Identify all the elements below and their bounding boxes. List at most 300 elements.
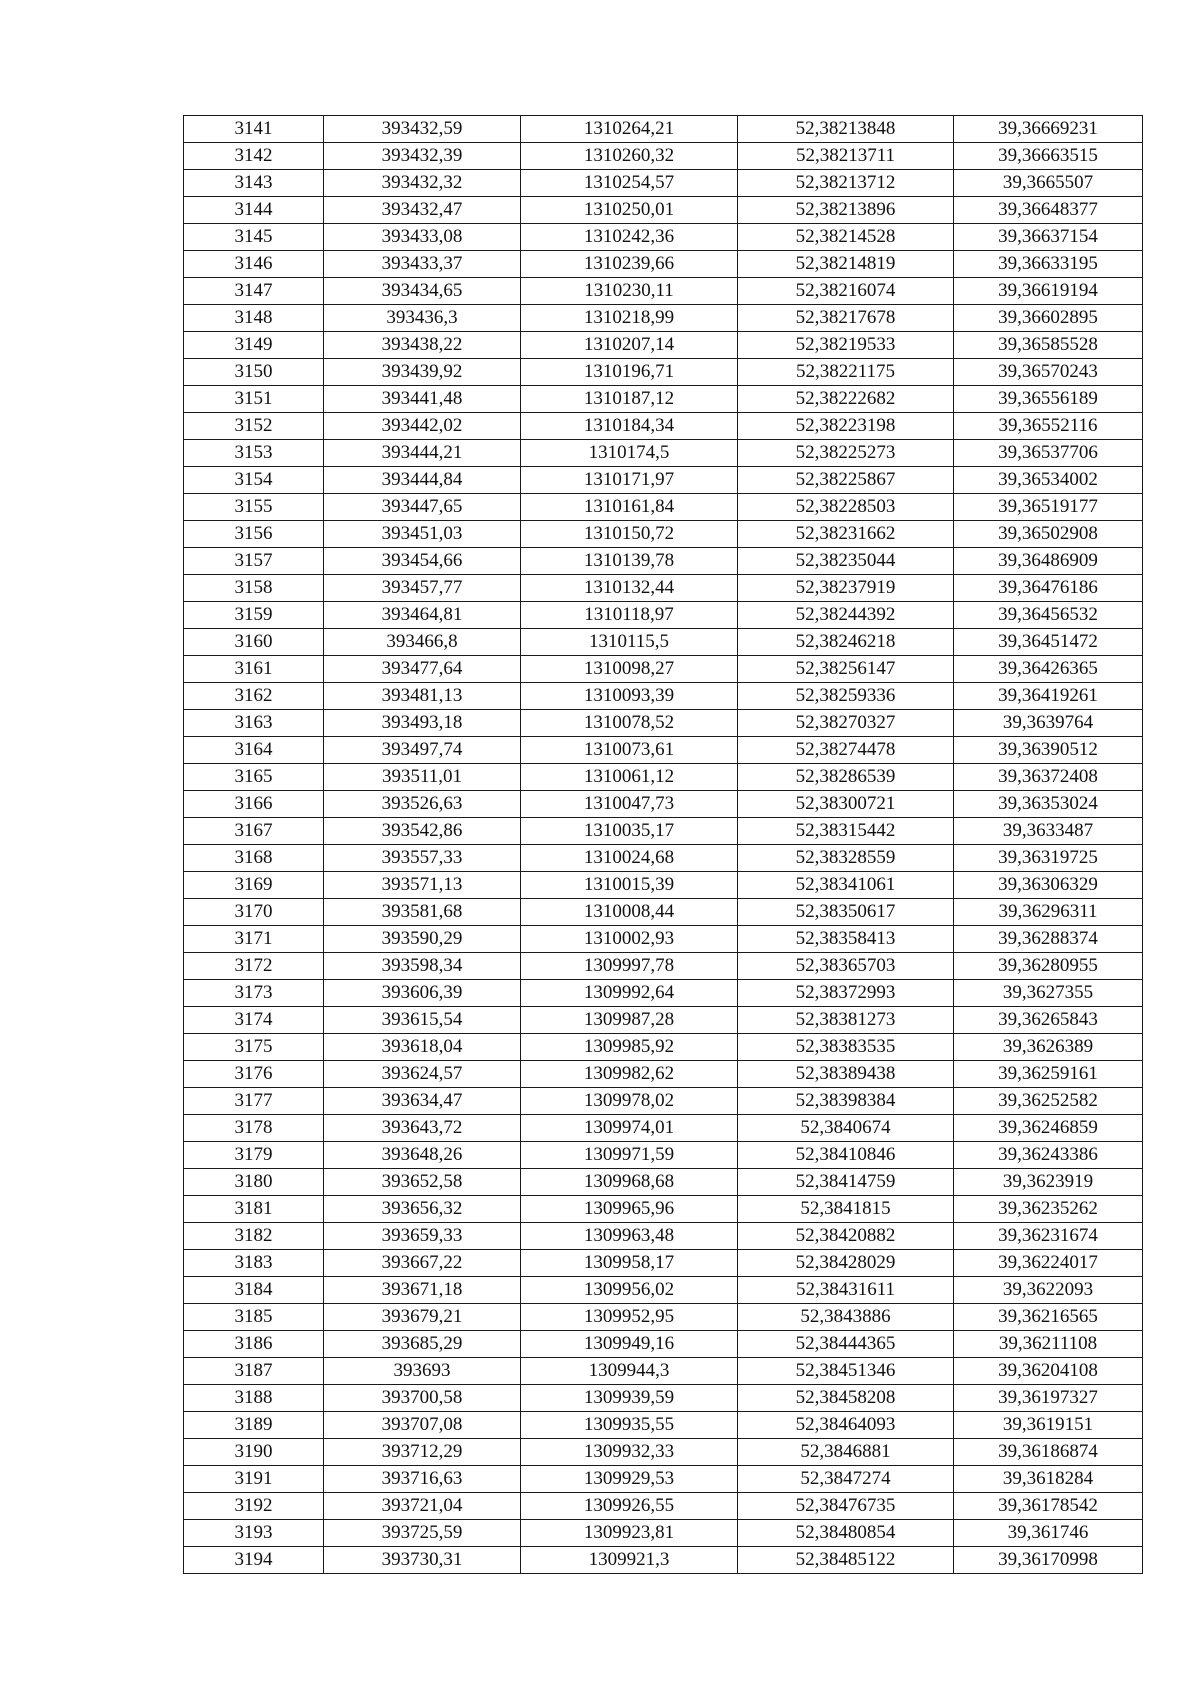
y-coordinate-cell: 1309935,55 — [521, 1412, 738, 1439]
x-coordinate-cell: 393441,48 — [324, 386, 521, 413]
table-row — [184, 305, 1143, 332]
longitude-cell: 39,3619151 — [954, 1412, 1143, 1439]
latitude-cell: 52,38244392 — [738, 602, 954, 629]
y-coordinate-cell: 1310002,93 — [521, 926, 738, 953]
y-coordinate-cell: 1310024,68 — [521, 845, 738, 872]
point-number-cell: 3175 — [184, 1034, 324, 1061]
point-number-cell: 3154 — [184, 467, 324, 494]
point-number-cell: 3184 — [184, 1277, 324, 1304]
table-row — [184, 1439, 1143, 1466]
table-row — [184, 899, 1143, 926]
longitude-cell: 39,36265843 — [954, 1007, 1143, 1034]
point-number-cell: 3150 — [184, 359, 324, 386]
table-row — [184, 1466, 1143, 1493]
y-coordinate-cell: 1309968,68 — [521, 1169, 738, 1196]
table-row — [184, 440, 1143, 467]
latitude-cell: 52,38214528 — [738, 224, 954, 251]
x-coordinate-cell: 393439,92 — [324, 359, 521, 386]
table-row — [184, 224, 1143, 251]
longitude-cell: 39,3665507 — [954, 170, 1143, 197]
table-row — [184, 980, 1143, 1007]
table-row — [184, 602, 1143, 629]
y-coordinate-cell: 1310035,17 — [521, 818, 738, 845]
latitude-cell: 52,38228503 — [738, 494, 954, 521]
table-row — [184, 710, 1143, 737]
x-coordinate-cell: 393725,59 — [324, 1520, 521, 1547]
point-number-cell: 3186 — [184, 1331, 324, 1358]
point-number-cell: 3174 — [184, 1007, 324, 1034]
longitude-cell: 39,36534002 — [954, 467, 1143, 494]
longitude-cell: 39,36669231 — [954, 116, 1143, 143]
table-row — [184, 521, 1143, 548]
y-coordinate-cell: 1309963,48 — [521, 1223, 738, 1250]
longitude-cell: 39,36186874 — [954, 1439, 1143, 1466]
table-row — [184, 953, 1143, 980]
y-coordinate-cell: 1310184,34 — [521, 413, 738, 440]
point-number-cell: 3181 — [184, 1196, 324, 1223]
y-coordinate-cell: 1310218,99 — [521, 305, 738, 332]
y-coordinate-cell: 1310174,5 — [521, 440, 738, 467]
y-coordinate-cell: 1310078,52 — [521, 710, 738, 737]
y-coordinate-cell: 1310093,39 — [521, 683, 738, 710]
longitude-cell: 39,36252582 — [954, 1088, 1143, 1115]
latitude-cell: 52,38372993 — [738, 980, 954, 1007]
longitude-cell: 39,36486909 — [954, 548, 1143, 575]
latitude-cell: 52,38315442 — [738, 818, 954, 845]
table-row — [184, 737, 1143, 764]
y-coordinate-cell: 1309952,95 — [521, 1304, 738, 1331]
table-row — [184, 1250, 1143, 1277]
y-coordinate-cell: 1309985,92 — [521, 1034, 738, 1061]
table-row — [184, 170, 1143, 197]
y-coordinate-cell: 1309929,53 — [521, 1466, 738, 1493]
longitude-cell: 39,3618284 — [954, 1466, 1143, 1493]
table-row — [184, 197, 1143, 224]
longitude-cell: 39,36235262 — [954, 1196, 1143, 1223]
longitude-cell: 39,36178542 — [954, 1493, 1143, 1520]
latitude-cell: 52,38458208 — [738, 1385, 954, 1412]
longitude-cell: 39,36259161 — [954, 1061, 1143, 1088]
point-number-cell: 3182 — [184, 1223, 324, 1250]
table-row — [184, 386, 1143, 413]
x-coordinate-cell: 393493,18 — [324, 710, 521, 737]
latitude-cell: 52,38286539 — [738, 764, 954, 791]
y-coordinate-cell: 1309956,02 — [521, 1277, 738, 1304]
table-row — [184, 494, 1143, 521]
y-coordinate-cell: 1310161,84 — [521, 494, 738, 521]
point-number-cell: 3191 — [184, 1466, 324, 1493]
x-coordinate-cell: 393721,04 — [324, 1493, 521, 1520]
x-coordinate-cell: 393432,39 — [324, 143, 521, 170]
y-coordinate-cell: 1310098,27 — [521, 656, 738, 683]
point-number-cell: 3173 — [184, 980, 324, 1007]
longitude-cell: 39,36170998 — [954, 1547, 1143, 1574]
point-number-cell: 3183 — [184, 1250, 324, 1277]
y-coordinate-cell: 1309939,59 — [521, 1385, 738, 1412]
point-number-cell: 3192 — [184, 1493, 324, 1520]
latitude-cell: 52,38221175 — [738, 359, 954, 386]
longitude-cell: 39,36246859 — [954, 1115, 1143, 1142]
table-row — [184, 467, 1143, 494]
point-number-cell: 3168 — [184, 845, 324, 872]
latitude-cell: 52,38365703 — [738, 953, 954, 980]
point-number-cell: 3144 — [184, 197, 324, 224]
latitude-cell: 52,38270327 — [738, 710, 954, 737]
point-number-cell: 3157 — [184, 548, 324, 575]
longitude-cell: 39,36585528 — [954, 332, 1143, 359]
y-coordinate-cell: 1310171,97 — [521, 467, 738, 494]
point-number-cell: 3169 — [184, 872, 324, 899]
x-coordinate-cell: 393433,37 — [324, 251, 521, 278]
y-coordinate-cell: 1310008,44 — [521, 899, 738, 926]
x-coordinate-cell: 393432,47 — [324, 197, 521, 224]
y-coordinate-cell: 1310239,66 — [521, 251, 738, 278]
table-row — [184, 1385, 1143, 1412]
point-number-cell: 3166 — [184, 791, 324, 818]
latitude-cell: 52,38420882 — [738, 1223, 954, 1250]
table-row — [184, 1088, 1143, 1115]
longitude-cell: 39,36648377 — [954, 197, 1143, 224]
table-row — [184, 872, 1143, 899]
point-number-cell: 3194 — [184, 1547, 324, 1574]
table-row — [184, 818, 1143, 845]
table-row — [184, 1115, 1143, 1142]
point-number-cell: 3185 — [184, 1304, 324, 1331]
x-coordinate-cell: 393656,32 — [324, 1196, 521, 1223]
latitude-cell: 52,38213896 — [738, 197, 954, 224]
longitude-cell: 39,36476186 — [954, 575, 1143, 602]
point-number-cell: 3179 — [184, 1142, 324, 1169]
longitude-cell: 39,3622093 — [954, 1277, 1143, 1304]
table-row — [184, 1412, 1143, 1439]
x-coordinate-cell: 393438,22 — [324, 332, 521, 359]
latitude-cell: 52,38214819 — [738, 251, 954, 278]
table-row — [184, 143, 1143, 170]
point-number-cell: 3176 — [184, 1061, 324, 1088]
y-coordinate-cell: 1309974,01 — [521, 1115, 738, 1142]
longitude-cell: 39,36243386 — [954, 1142, 1143, 1169]
latitude-cell: 52,38410846 — [738, 1142, 954, 1169]
point-number-cell: 3170 — [184, 899, 324, 926]
longitude-cell: 39,36211108 — [954, 1331, 1143, 1358]
latitude-cell: 52,38223198 — [738, 413, 954, 440]
table-row — [184, 1196, 1143, 1223]
table-row — [184, 575, 1143, 602]
x-coordinate-cell: 393511,01 — [324, 764, 521, 791]
longitude-cell: 39,36353024 — [954, 791, 1143, 818]
point-number-cell: 3147 — [184, 278, 324, 305]
x-coordinate-cell: 393444,84 — [324, 467, 521, 494]
x-coordinate-cell: 393667,22 — [324, 1250, 521, 1277]
longitude-cell: 39,36390512 — [954, 737, 1143, 764]
point-number-cell: 3145 — [184, 224, 324, 251]
point-number-cell: 3143 — [184, 170, 324, 197]
x-coordinate-cell: 393643,72 — [324, 1115, 521, 1142]
longitude-cell: 39,36602895 — [954, 305, 1143, 332]
x-coordinate-cell: 393447,65 — [324, 494, 521, 521]
x-coordinate-cell: 393436,3 — [324, 305, 521, 332]
longitude-cell: 39,36570243 — [954, 359, 1143, 386]
x-coordinate-cell: 393648,26 — [324, 1142, 521, 1169]
y-coordinate-cell: 1310047,73 — [521, 791, 738, 818]
latitude-cell: 52,38398384 — [738, 1088, 954, 1115]
latitude-cell: 52,38414759 — [738, 1169, 954, 1196]
table-row — [184, 629, 1143, 656]
latitude-cell: 52,38381273 — [738, 1007, 954, 1034]
y-coordinate-cell: 1310073,61 — [521, 737, 738, 764]
y-coordinate-cell: 1310118,97 — [521, 602, 738, 629]
y-coordinate-cell: 1309949,16 — [521, 1331, 738, 1358]
x-coordinate-cell: 393590,29 — [324, 926, 521, 953]
longitude-cell: 39,36224017 — [954, 1250, 1143, 1277]
table-row — [184, 251, 1143, 278]
table-row — [184, 845, 1143, 872]
table-row — [184, 1358, 1143, 1385]
y-coordinate-cell: 1309997,78 — [521, 953, 738, 980]
latitude-cell: 52,38216074 — [738, 278, 954, 305]
y-coordinate-cell: 1310207,14 — [521, 332, 738, 359]
table-row — [184, 1061, 1143, 1088]
y-coordinate-cell: 1310230,11 — [521, 278, 738, 305]
x-coordinate-cell: 393557,33 — [324, 845, 521, 872]
table-row — [184, 926, 1143, 953]
point-number-cell: 3161 — [184, 656, 324, 683]
y-coordinate-cell: 1310242,36 — [521, 224, 738, 251]
latitude-cell: 52,38328559 — [738, 845, 954, 872]
latitude-cell: 52,38464093 — [738, 1412, 954, 1439]
table-row — [184, 1142, 1143, 1169]
y-coordinate-cell: 1309992,64 — [521, 980, 738, 1007]
point-number-cell: 3155 — [184, 494, 324, 521]
longitude-cell: 39,3626389 — [954, 1034, 1143, 1061]
y-coordinate-cell: 1310260,32 — [521, 143, 738, 170]
y-coordinate-cell: 1310150,72 — [521, 521, 738, 548]
y-coordinate-cell: 1309965,96 — [521, 1196, 738, 1223]
point-number-cell: 3193 — [184, 1520, 324, 1547]
x-coordinate-cell: 393730,31 — [324, 1547, 521, 1574]
latitude-cell: 52,38225867 — [738, 467, 954, 494]
x-coordinate-cell: 393451,03 — [324, 521, 521, 548]
longitude-cell: 39,3633487 — [954, 818, 1143, 845]
longitude-cell: 39,36552116 — [954, 413, 1143, 440]
table-row — [184, 764, 1143, 791]
longitude-cell: 39,36296311 — [954, 899, 1143, 926]
x-coordinate-cell: 393477,64 — [324, 656, 521, 683]
point-number-cell: 3156 — [184, 521, 324, 548]
x-coordinate-cell: 393542,86 — [324, 818, 521, 845]
x-coordinate-cell: 393481,13 — [324, 683, 521, 710]
table-row — [184, 548, 1143, 575]
latitude-cell: 52,38383535 — [738, 1034, 954, 1061]
latitude-cell: 52,38428029 — [738, 1250, 954, 1277]
longitude-cell: 39,3627355 — [954, 980, 1143, 1007]
point-number-cell: 3146 — [184, 251, 324, 278]
point-number-cell: 3189 — [184, 1412, 324, 1439]
x-coordinate-cell: 393454,66 — [324, 548, 521, 575]
longitude-cell: 39,36288374 — [954, 926, 1143, 953]
latitude-cell: 52,38231662 — [738, 521, 954, 548]
longitude-cell: 39,36637154 — [954, 224, 1143, 251]
point-number-cell: 3171 — [184, 926, 324, 953]
x-coordinate-cell: 393434,65 — [324, 278, 521, 305]
longitude-cell: 39,36426365 — [954, 656, 1143, 683]
table-row — [184, 1331, 1143, 1358]
longitude-cell: 39,36619194 — [954, 278, 1143, 305]
longitude-cell: 39,36456532 — [954, 602, 1143, 629]
x-coordinate-cell: 393606,39 — [324, 980, 521, 1007]
y-coordinate-cell: 1309982,62 — [521, 1061, 738, 1088]
table-row — [184, 413, 1143, 440]
y-coordinate-cell: 1309971,59 — [521, 1142, 738, 1169]
y-coordinate-cell: 1310115,5 — [521, 629, 738, 656]
x-coordinate-cell: 393598,34 — [324, 953, 521, 980]
table-row — [184, 278, 1143, 305]
point-number-cell: 3159 — [184, 602, 324, 629]
longitude-cell: 39,36451472 — [954, 629, 1143, 656]
latitude-cell: 52,38256147 — [738, 656, 954, 683]
latitude-cell: 52,38213712 — [738, 170, 954, 197]
latitude-cell: 52,38485122 — [738, 1547, 954, 1574]
x-coordinate-cell: 393652,58 — [324, 1169, 521, 1196]
x-coordinate-cell: 393432,59 — [324, 116, 521, 143]
y-coordinate-cell: 1310254,57 — [521, 170, 738, 197]
y-coordinate-cell: 1309978,02 — [521, 1088, 738, 1115]
table-row — [184, 1007, 1143, 1034]
table-row — [184, 1520, 1143, 1547]
point-number-cell: 3142 — [184, 143, 324, 170]
y-coordinate-cell: 1309958,17 — [521, 1250, 738, 1277]
x-coordinate-cell: 393615,54 — [324, 1007, 521, 1034]
longitude-cell: 39,361746 — [954, 1520, 1143, 1547]
x-coordinate-cell: 393571,13 — [324, 872, 521, 899]
y-coordinate-cell: 1310132,44 — [521, 575, 738, 602]
latitude-cell: 52,38389438 — [738, 1061, 954, 1088]
x-coordinate-cell: 393712,29 — [324, 1439, 521, 1466]
longitude-cell: 39,36319725 — [954, 845, 1143, 872]
latitude-cell: 52,38235044 — [738, 548, 954, 575]
point-number-cell: 3148 — [184, 305, 324, 332]
x-coordinate-cell: 393432,32 — [324, 170, 521, 197]
point-number-cell: 3177 — [184, 1088, 324, 1115]
latitude-cell: 52,38444365 — [738, 1331, 954, 1358]
latitude-cell: 52,3841815 — [738, 1196, 954, 1223]
point-number-cell: 3158 — [184, 575, 324, 602]
point-number-cell: 3187 — [184, 1358, 324, 1385]
point-number-cell: 3172 — [184, 953, 324, 980]
longitude-cell: 39,36280955 — [954, 953, 1143, 980]
table-row — [184, 1169, 1143, 1196]
longitude-cell: 39,36419261 — [954, 683, 1143, 710]
longitude-cell: 39,3639764 — [954, 710, 1143, 737]
longitude-cell: 39,36633195 — [954, 251, 1143, 278]
point-number-cell: 3190 — [184, 1439, 324, 1466]
latitude-cell: 52,38237919 — [738, 575, 954, 602]
coordinates-table-body — [184, 116, 1143, 1574]
longitude-cell: 39,36372408 — [954, 764, 1143, 791]
latitude-cell: 52,38341061 — [738, 872, 954, 899]
longitude-cell: 39,36502908 — [954, 521, 1143, 548]
y-coordinate-cell: 1310196,71 — [521, 359, 738, 386]
latitude-cell: 52,3840674 — [738, 1115, 954, 1142]
point-number-cell: 3163 — [184, 710, 324, 737]
point-number-cell: 3160 — [184, 629, 324, 656]
x-coordinate-cell: 393526,63 — [324, 791, 521, 818]
latitude-cell: 52,38213711 — [738, 143, 954, 170]
longitude-cell: 39,36216565 — [954, 1304, 1143, 1331]
table-row — [184, 1547, 1143, 1574]
point-number-cell: 3178 — [184, 1115, 324, 1142]
y-coordinate-cell: 1309923,81 — [521, 1520, 738, 1547]
longitude-cell: 39,36663515 — [954, 143, 1143, 170]
y-coordinate-cell: 1310264,21 — [521, 116, 738, 143]
table-row — [184, 116, 1143, 143]
latitude-cell: 52,38213848 — [738, 116, 954, 143]
x-coordinate-cell: 393693 — [324, 1358, 521, 1385]
longitude-cell: 39,36519177 — [954, 494, 1143, 521]
latitude-cell: 52,38246218 — [738, 629, 954, 656]
longitude-cell: 39,36197327 — [954, 1385, 1143, 1412]
x-coordinate-cell: 393497,74 — [324, 737, 521, 764]
point-number-cell: 3153 — [184, 440, 324, 467]
latitude-cell: 52,3847274 — [738, 1466, 954, 1493]
y-coordinate-cell: 1310061,12 — [521, 764, 738, 791]
y-coordinate-cell: 1309921,3 — [521, 1547, 738, 1574]
point-number-cell: 3180 — [184, 1169, 324, 1196]
point-number-cell: 3164 — [184, 737, 324, 764]
latitude-cell: 52,38476735 — [738, 1493, 954, 1520]
longitude-cell: 39,36556189 — [954, 386, 1143, 413]
latitude-cell: 52,38451346 — [738, 1358, 954, 1385]
point-number-cell: 3167 — [184, 818, 324, 845]
table-row — [184, 1223, 1143, 1250]
y-coordinate-cell: 1309932,33 — [521, 1439, 738, 1466]
x-coordinate-cell: 393444,21 — [324, 440, 521, 467]
x-coordinate-cell: 393581,68 — [324, 899, 521, 926]
point-number-cell: 3162 — [184, 683, 324, 710]
latitude-cell: 52,38480854 — [738, 1520, 954, 1547]
latitude-cell: 52,38300721 — [738, 791, 954, 818]
table-row — [184, 683, 1143, 710]
x-coordinate-cell: 393464,81 — [324, 602, 521, 629]
latitude-cell: 52,38274478 — [738, 737, 954, 764]
x-coordinate-cell: 393634,47 — [324, 1088, 521, 1115]
y-coordinate-cell: 1310139,78 — [521, 548, 738, 575]
table-row — [184, 791, 1143, 818]
longitude-cell: 39,36231674 — [954, 1223, 1143, 1250]
latitude-cell: 52,38217678 — [738, 305, 954, 332]
table-row — [184, 1277, 1143, 1304]
x-coordinate-cell: 393679,21 — [324, 1304, 521, 1331]
longitude-cell: 39,36306329 — [954, 872, 1143, 899]
latitude-cell: 52,38259336 — [738, 683, 954, 710]
latitude-cell: 52,38225273 — [738, 440, 954, 467]
longitude-cell: 39,3623919 — [954, 1169, 1143, 1196]
coordinates-table — [183, 115, 1143, 1574]
y-coordinate-cell: 1309944,3 — [521, 1358, 738, 1385]
x-coordinate-cell: 393618,04 — [324, 1034, 521, 1061]
latitude-cell: 52,38358413 — [738, 926, 954, 953]
table-row — [184, 1304, 1143, 1331]
table-row — [184, 359, 1143, 386]
longitude-cell: 39,36204108 — [954, 1358, 1143, 1385]
latitude-cell: 52,3846881 — [738, 1439, 954, 1466]
x-coordinate-cell: 393716,63 — [324, 1466, 521, 1493]
table-row — [184, 1493, 1143, 1520]
y-coordinate-cell: 1309926,55 — [521, 1493, 738, 1520]
table-row — [184, 656, 1143, 683]
table-row — [184, 1034, 1143, 1061]
x-coordinate-cell: 393433,08 — [324, 224, 521, 251]
